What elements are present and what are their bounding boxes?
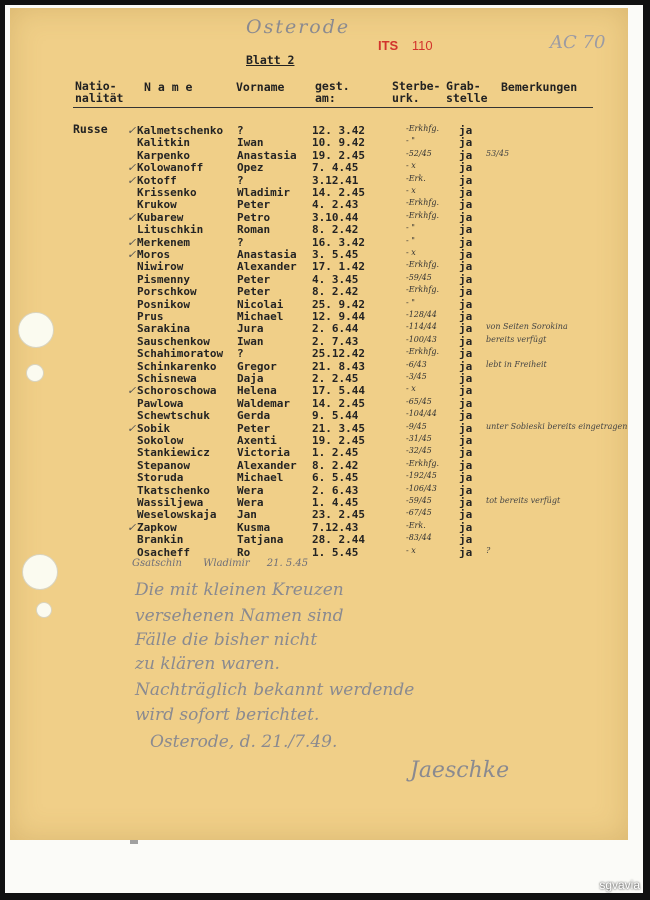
cell-grave: ja — [459, 260, 473, 274]
cell-date: 28. 2.44 — [312, 533, 365, 547]
cell-date: 17. 1.42 — [312, 260, 365, 274]
cell-death-cert: -Erkhfg. — [406, 124, 439, 133]
cell-death-cert: -114/44 — [406, 322, 437, 332]
cell-date: 7. 4.45 — [312, 161, 359, 175]
cell-name: Storuda — [137, 471, 184, 485]
col-first-name: Vorname — [236, 80, 285, 94]
note-line-6: wird sofort berichtet. — [135, 705, 320, 725]
table-row — [10, 310, 628, 322]
table-row — [10, 161, 628, 173]
cell-first-name: ? — [237, 124, 244, 137]
cell-grave: ja — [459, 297, 473, 311]
cell-remark: ? — [486, 545, 491, 555]
cell-name: Sobik — [137, 421, 171, 435]
cell-death-cert: -32/45 — [406, 446, 432, 456]
cell-name: Tkatschenko — [137, 483, 210, 497]
cell-death-cert: - " — [406, 136, 415, 146]
cell-grave: ja — [459, 520, 473, 534]
table-row — [10, 211, 628, 223]
cell-death-cert: - " — [406, 223, 415, 233]
note-line-1: Die mit kleinen Kreuzen — [135, 580, 344, 600]
table-row — [10, 236, 628, 248]
cell-first-name: Wera — [237, 496, 264, 509]
cell-death-cert: -106/43 — [406, 483, 437, 493]
cell-first-name: Victoria — [237, 446, 290, 460]
cell-first-name: Opez — [237, 161, 264, 175]
cell-first-name: Iwan — [237, 334, 264, 348]
cell-death-cert: -3/45 — [406, 372, 427, 381]
punch-hole-bottom — [22, 554, 58, 590]
cell-name: Moros — [137, 248, 171, 261]
table-row — [10, 422, 628, 434]
cell-death-cert: - x — [406, 161, 416, 171]
cell-grave: ja — [459, 396, 473, 410]
cell-name: Zapkow — [137, 520, 177, 534]
corner-mark: AC 70 — [550, 32, 606, 53]
cell-date: 4. 3.45 — [312, 272, 359, 286]
cell-death-cert: - x — [406, 545, 416, 555]
col-name: N a m e — [144, 80, 193, 94]
cell-name: Schisnewa — [137, 372, 197, 385]
stamp-number: 110 — [411, 38, 433, 53]
cell-grave: ja — [459, 285, 473, 299]
check-mark: ✓ — [127, 248, 137, 261]
cell-grave: ja — [459, 545, 473, 559]
cell-first-name: Michael — [237, 471, 284, 485]
cell-date: 4. 2.43 — [312, 198, 359, 212]
table-row — [10, 124, 628, 136]
cell-name: Weselowskaja — [137, 508, 217, 522]
cell-death-cert: -59/45 — [406, 272, 432, 282]
check-mark: ✓ — [127, 161, 137, 175]
table-row — [10, 384, 628, 396]
cell-first-name: Peter — [237, 421, 271, 435]
cell-name: Posnikow — [137, 297, 190, 311]
cell-first-name: Kusma — [237, 520, 271, 534]
cell-name: Kotoff — [137, 173, 177, 187]
sheet-title: Blatt 2 — [246, 53, 295, 67]
cell-first-name: Axenti — [237, 434, 277, 447]
cell-grave: ja — [459, 409, 473, 423]
cell-date: 19. 2.45 — [312, 148, 365, 162]
cell-name: Lituschkin — [137, 223, 204, 237]
cell-grave: ja — [459, 508, 473, 522]
cell-grave: ja — [459, 161, 473, 175]
table-row — [10, 496, 628, 508]
cell-date: 14. 2.45 — [312, 396, 365, 410]
note-line-7: Osterode, d. 21./7.49. — [150, 732, 338, 752]
table-row — [10, 508, 628, 520]
table-row — [10, 260, 628, 272]
cell-name: Schahimoratow — [137, 347, 224, 361]
cell-name: Brankin — [137, 533, 184, 547]
cell-name: Kalmetschenko — [137, 124, 224, 137]
cell-first-name: Anastasia — [237, 248, 297, 261]
cell-death-cert: -128/44 — [406, 310, 437, 319]
cell-grave: ja — [459, 434, 473, 447]
cell-first-name: Peter — [237, 285, 271, 299]
cell-date: 8. 2.42 — [312, 223, 359, 237]
cell-remark: bereits verfügt — [486, 334, 547, 344]
cell-name: Wassiljewa — [137, 496, 204, 509]
cell-date: 19. 2.45 — [312, 434, 365, 447]
cell-name: Prus — [137, 310, 164, 323]
cell-grave: ja — [459, 421, 473, 435]
table-row — [10, 186, 628, 198]
cell-date: 21. 3.45 — [312, 421, 365, 435]
cell-first-name: Jura — [237, 322, 264, 336]
cell-date: 25.12.42 — [312, 347, 365, 361]
cell-grave: ja — [459, 533, 473, 547]
cell-death-cert: -83/44 — [406, 533, 432, 543]
cell-name: Stankiewicz — [137, 446, 210, 460]
cell-first-name: Gerda — [237, 409, 271, 423]
cell-first-name: Anastasia — [237, 148, 297, 162]
cell-first-name: Daja — [237, 372, 264, 385]
col-death-cert: Sterbe- urk. — [392, 79, 441, 105]
cell-grave: ja — [459, 496, 473, 509]
table-row — [10, 434, 628, 446]
table-row — [10, 223, 628, 235]
cell-grave: ja — [459, 458, 473, 472]
cell-death-cert: - x — [406, 186, 416, 195]
cell-death-cert: -6/43 — [406, 359, 427, 369]
hw-row-first: Wladimir — [203, 558, 250, 569]
cell-first-name: Waldemar — [237, 396, 290, 410]
page-mark — [130, 840, 138, 844]
cell-name: Sauschenkow — [137, 334, 210, 348]
cell-name: Osacheff — [137, 545, 190, 559]
cell-grave: ja — [459, 347, 473, 361]
cell-first-name: Jan — [237, 508, 257, 522]
check-mark: ✓ — [127, 421, 137, 435]
check-mark: ✓ — [127, 384, 137, 398]
cell-first-name: Alexander — [237, 458, 297, 472]
cell-grave: ja — [459, 272, 473, 286]
cell-first-name: Nicolai — [237, 297, 284, 311]
cell-remark: tot bereits verfügt — [486, 496, 561, 505]
note-line-2: versehenen Namen sind — [135, 606, 344, 626]
table-row — [10, 298, 628, 310]
check-mark: ✓ — [127, 210, 137, 224]
cell-grave: ja — [459, 446, 473, 460]
cell-date: 10. 9.42 — [312, 136, 365, 150]
table-row — [10, 484, 628, 496]
signature: Jaeschke — [410, 758, 510, 783]
cell-grave: ja — [459, 483, 473, 497]
cell-grave: ja — [459, 124, 473, 137]
cell-death-cert: - x — [406, 384, 416, 394]
cell-date: 2. 6.43 — [312, 483, 359, 497]
cell-death-cert: -52/45 — [406, 148, 432, 158]
cell-first-name: Helena — [237, 384, 277, 398]
cell-remark: lebt in Freiheit — [486, 359, 547, 369]
cell-first-name: Wera — [237, 483, 264, 497]
cell-grave: ja — [459, 148, 473, 162]
table-row — [10, 533, 628, 545]
cell-death-cert: -59/45 — [406, 496, 432, 505]
cell-death-cert: -Erkhfg. — [406, 210, 439, 220]
table-row — [10, 397, 628, 409]
cell-first-name: ? — [237, 347, 244, 361]
punch-hole-top — [18, 312, 54, 348]
cell-name: Schoroschowa — [137, 384, 217, 398]
place-heading: Osterode — [246, 16, 351, 38]
cell-first-name: Michael — [237, 310, 284, 323]
cell-death-cert: -Erkhfg. — [406, 260, 439, 270]
cell-grave: ja — [459, 198, 473, 212]
table-row — [10, 174, 628, 186]
watermark: sgvavia — [599, 878, 640, 892]
cell-name: Schinkarenko — [137, 359, 217, 373]
cell-first-name: Ro — [237, 545, 251, 559]
cell-death-cert: -67/45 — [406, 508, 432, 518]
cell-date: 9. 5.44 — [312, 409, 359, 423]
table-row — [10, 372, 628, 384]
cell-grave: ja — [459, 384, 473, 398]
cell-date: 21. 8.43 — [312, 359, 365, 373]
cell-first-name: Peter — [237, 272, 271, 286]
col-died: gest. am: — [315, 79, 350, 105]
cell-name: Kalitkin — [137, 136, 190, 150]
cell-name: Kubarew — [137, 210, 184, 224]
cell-first-name: Iwan — [237, 136, 264, 150]
its-stamp — [378, 38, 433, 53]
cell-first-name: Petro — [237, 210, 271, 224]
cell-grave: ja — [459, 223, 473, 237]
cell-death-cert: - " — [406, 235, 415, 245]
cell-name: Karpenko — [137, 148, 190, 162]
cell-date: 12. 3.42 — [312, 124, 365, 137]
cell-first-name: Wladimir — [237, 186, 290, 199]
cell-death-cert: - " — [406, 297, 415, 307]
table-row — [10, 347, 628, 359]
cell-grave: ja — [459, 235, 473, 249]
punch-hole-bottom-small — [36, 602, 52, 618]
table-row — [10, 459, 628, 471]
cell-remark: unter Sobieski bereits eingetragen — [486, 421, 628, 431]
cell-name: Sarakina — [137, 322, 190, 336]
cell-death-cert: -Erkhfg. — [406, 347, 439, 357]
cell-death-cert: -Erkhfg. — [406, 458, 439, 468]
table-row — [10, 446, 628, 458]
document-sheet — [10, 8, 628, 840]
hw-row-name: Gsatschin — [132, 558, 182, 569]
table-row — [10, 409, 628, 421]
cell-death-cert: -Erkhfg. — [406, 198, 439, 208]
cell-remark: von Seiten Sorokina — [486, 322, 568, 332]
cell-death-cert: -Erkhfg. — [406, 285, 439, 295]
check-mark: ✓ — [127, 235, 137, 249]
cell-first-name: Alexander — [237, 260, 297, 274]
cell-name: Porschkow — [137, 285, 197, 299]
cell-grave: ja — [459, 210, 473, 224]
cell-date: 1. 5.45 — [312, 545, 359, 559]
cell-date: 1. 4.45 — [312, 496, 359, 509]
cell-death-cert: -192/45 — [406, 471, 437, 481]
cell-date: 7.12.43 — [312, 520, 359, 534]
cell-date: 16. 3.42 — [312, 235, 365, 249]
cell-date: 1. 2.45 — [312, 446, 359, 460]
cell-death-cert: -9/45 — [406, 421, 427, 431]
cell-name: Niwirow — [137, 260, 184, 274]
table-row — [10, 149, 628, 161]
col-grave: Grab- stelle — [446, 79, 488, 105]
table-row — [10, 285, 628, 297]
cell-grave: ja — [459, 186, 473, 199]
cell-death-cert: -Erk. — [406, 520, 426, 530]
check-mark: ✓ — [127, 520, 137, 534]
header-rule — [73, 107, 593, 108]
cell-name: Krukow — [137, 198, 177, 212]
check-mark: ✓ — [127, 173, 137, 187]
table-row — [10, 335, 628, 347]
stamp-label: ITS — [378, 38, 399, 53]
check-mark: ✓ — [127, 124, 137, 137]
cell-date: 2. 7.43 — [312, 334, 359, 348]
table-row — [10, 198, 628, 210]
cell-name: Schewtschuk — [137, 409, 210, 423]
cell-date: 2. 2.45 — [312, 372, 359, 385]
cell-grave: ja — [459, 173, 473, 187]
cell-name: Pismenny — [137, 272, 190, 286]
cell-first-name: ? — [237, 235, 244, 249]
cell-name: Merkenem — [137, 235, 190, 249]
table-row — [10, 322, 628, 334]
cell-first-name: Gregor — [237, 359, 277, 373]
cell-date: 2. 6.44 — [312, 322, 359, 336]
cell-grave: ja — [459, 359, 473, 373]
cell-remark: 53/45 — [486, 148, 510, 158]
table-row — [10, 471, 628, 483]
cell-name: Stepanow — [137, 458, 190, 472]
cell-death-cert: -104/44 — [406, 409, 437, 419]
cell-grave: ja — [459, 322, 473, 336]
table-row — [10, 136, 628, 148]
cell-name: Pawlowa — [137, 396, 184, 410]
cell-name: Krissenko — [137, 186, 197, 199]
hw-row-date: 21. 5.45 — [266, 558, 309, 569]
col-remarks: Bemerkungen — [501, 80, 578, 94]
cell-grave: ja — [459, 136, 473, 150]
cell-grave: ja — [459, 310, 473, 323]
cell-death-cert: -100/43 — [406, 334, 437, 344]
cell-death-cert: -Erk. — [406, 173, 426, 183]
note-line-3: Fälle die bisher nicht — [135, 630, 318, 650]
cell-date: 12. 9.44 — [312, 310, 365, 323]
cell-death-cert: -31/45 — [406, 434, 432, 443]
col-nationality: Natio- nalität — [75, 79, 124, 105]
cell-date: 23. 2.45 — [312, 508, 365, 522]
cell-date: 17. 5.44 — [312, 384, 365, 398]
note-line-5: Nachträglich bekannt werdende — [135, 680, 415, 700]
cell-first-name: Tatjana — [237, 533, 284, 547]
table-row — [10, 521, 628, 533]
table-row — [10, 546, 628, 558]
note-line-4: zu klären waren. — [135, 654, 280, 674]
cell-name: Kolowanoff — [137, 161, 204, 175]
cell-date: 14. 2.45 — [312, 186, 365, 199]
cell-grave: ja — [459, 248, 473, 261]
cell-date: 3. 5.45 — [312, 248, 359, 261]
cell-date: 3.12.41 — [312, 173, 359, 187]
table-row — [10, 360, 628, 372]
cell-first-name: ? — [237, 173, 244, 187]
punch-hole-top-small — [26, 364, 44, 382]
cell-name: Sokolow — [137, 434, 184, 447]
cell-death-cert: -65/45 — [406, 396, 432, 406]
cell-first-name: Peter — [237, 198, 271, 212]
cell-date: 6. 5.45 — [312, 471, 359, 485]
cell-date: 25. 9.42 — [312, 297, 365, 311]
cell-date: 8. 2.42 — [312, 458, 359, 472]
cell-grave: ja — [459, 471, 473, 485]
cell-date: 8. 2.42 — [312, 285, 359, 299]
table-row — [10, 273, 628, 285]
handwritten-row — [132, 558, 308, 569]
nationality-value: Russe — [73, 122, 108, 136]
table-row — [10, 248, 628, 260]
cell-grave: ja — [459, 372, 473, 385]
cell-death-cert: - x — [406, 248, 416, 257]
cell-grave: ja — [459, 334, 473, 348]
cell-first-name: Roman — [237, 223, 271, 237]
cell-date: 3.10.44 — [312, 210, 359, 224]
